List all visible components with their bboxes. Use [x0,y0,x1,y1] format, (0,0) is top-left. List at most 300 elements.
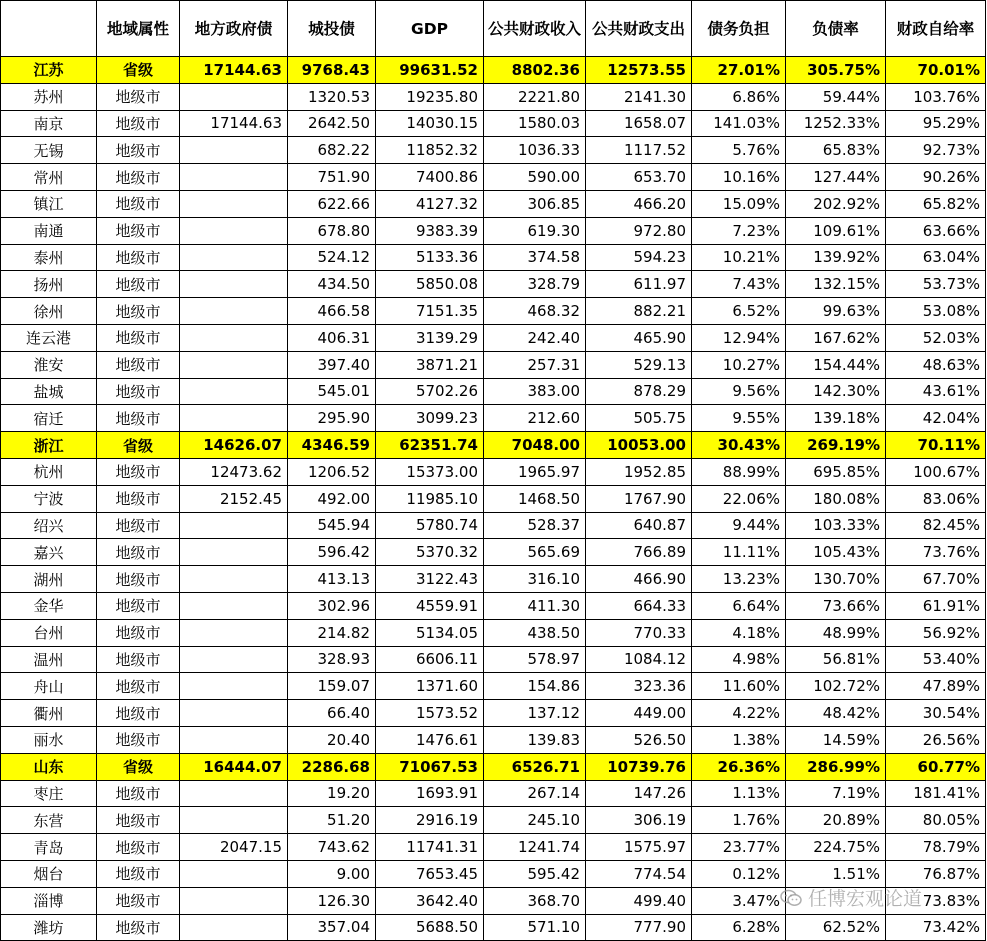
table-cell [180,271,288,298]
table-cell: 5.76% [692,137,786,164]
table-row [1,726,986,753]
table-cell: 地级市 [97,244,180,271]
table-cell: 26.56% [886,726,986,753]
table-cell: 53.40% [886,646,986,673]
region-name-cell: 淄博 [1,887,97,914]
table-cell: 1252.33% [786,110,886,137]
table-cell: 4127.32 [376,190,484,217]
table-cell: 19.20 [288,780,376,807]
region-name-cell: 浙江 [1,432,97,459]
table-cell: 103.33% [786,512,886,539]
table-cell: 17144.63 [180,57,288,84]
table-cell: 1320.53 [288,83,376,110]
table-cell: 1468.50 [484,485,586,512]
table-cell: 地级市 [97,887,180,914]
table-cell: 295.90 [288,405,376,432]
table-cell: 6526.71 [484,753,586,780]
table-cell: 499.40 [586,887,692,914]
table-cell: 6.28% [692,914,786,941]
region-name-cell: 扬州 [1,271,97,298]
header-cell: 公共财政收入 [484,1,586,57]
table-cell: 7.19% [786,780,886,807]
table-cell: 1.51% [786,860,886,887]
header-cell: 公共财政支出 [586,1,692,57]
table-cell: 103.76% [886,83,986,110]
table-cell: 3871.21 [376,351,484,378]
table-cell: 269.19% [786,432,886,459]
table-cell: 368.70 [484,887,586,914]
table-cell [786,887,886,914]
table-cell: 19235.80 [376,83,484,110]
table-row [1,351,986,378]
table-cell: 212.60 [484,405,586,432]
table-cell: 466.90 [586,566,692,593]
table-cell: 590.00 [484,164,586,191]
table-cell: 11985.10 [376,485,484,512]
table-cell: 545.01 [288,378,376,405]
region-name-cell: 枣庄 [1,780,97,807]
table-cell: 6.86% [692,83,786,110]
table-cell: 2047.15 [180,834,288,861]
table-cell: 1573.52 [376,700,484,727]
table-cell: 751.90 [288,164,376,191]
table-cell [180,619,288,646]
table-cell: 545.94 [288,512,376,539]
table-cell: 7048.00 [484,432,586,459]
table-cell: 6.64% [692,592,786,619]
table-cell: 505.75 [586,405,692,432]
table-cell: 5702.26 [376,378,484,405]
table-cell [180,592,288,619]
table-cell: 12473.62 [180,458,288,485]
table-cell [180,807,288,834]
table-cell: 526.50 [586,726,692,753]
table-cell: 23.77% [692,834,786,861]
watermark-text: 任博宏观论道 [808,888,923,910]
region-name-cell: 嘉兴 [1,539,97,566]
table-cell: 70.01% [886,57,986,84]
table-cell: 406.31 [288,324,376,351]
table-cell: 83.06% [886,485,986,512]
table-cell: 2286.68 [288,753,376,780]
table-cell: 202.92% [786,190,886,217]
table-cell: 328.79 [484,271,586,298]
table-cell: 159.07 [288,673,376,700]
table-cell: 306.85 [484,190,586,217]
table-cell: 7653.45 [376,860,484,887]
table-row [1,217,986,244]
table-cell: 59.44% [786,83,886,110]
table-cell: 2221.80 [484,83,586,110]
table-cell [180,512,288,539]
table-cell: 8802.36 [484,57,586,84]
table-cell: 3642.40 [376,887,484,914]
table-cell: 30.54% [886,700,986,727]
table-cell: 地级市 [97,83,180,110]
table-cell: 14626.07 [180,432,288,459]
table-cell: 1036.33 [484,137,586,164]
region-name-cell: 山东 [1,753,97,780]
table-cell: 11.60% [692,673,786,700]
header-cell: 债务负担 [692,1,786,57]
region-name-cell: 江苏 [1,57,97,84]
table-cell: 地级市 [97,807,180,834]
table-cell: 323.36 [586,673,692,700]
table-cell: 413.13 [288,566,376,593]
table-cell: 11.11% [692,539,786,566]
table-cell: 678.80 [288,217,376,244]
table-cell: 695.85% [786,458,886,485]
table-cell: 地级市 [97,619,180,646]
table-cell: 地级市 [97,539,180,566]
table-cell: 7.43% [692,271,786,298]
table-cell: 7400.86 [376,164,484,191]
region-name-cell: 温州 [1,646,97,673]
table-row [1,807,986,834]
table-cell: 3.47% [692,887,786,914]
table-cell [180,324,288,351]
table-cell [180,566,288,593]
table-cell: 地级市 [97,914,180,941]
table-cell: 0.12% [692,860,786,887]
table-cell: 242.40 [484,324,586,351]
table-cell: 62351.74 [376,432,484,459]
table-cell: 11741.31 [376,834,484,861]
table-cell: 53.73% [886,271,986,298]
table-cell: 地级市 [97,271,180,298]
table-cell: 1.76% [692,807,786,834]
header-cell: 财政自给率 [886,1,986,57]
table-cell: 770.33 [586,619,692,646]
header-row [1,1,986,57]
table-row [1,137,986,164]
table-row [1,914,986,941]
table-cell: 3139.29 [376,324,484,351]
table-cell: 51.20 [288,807,376,834]
table-cell: 13.23% [692,566,786,593]
table-cell: 578.97 [484,646,586,673]
table-row [1,324,986,351]
table-cell: 180.08% [786,485,886,512]
header-cell: GDP [376,1,484,57]
table-cell: 154.86 [484,673,586,700]
table-cell: 20.89% [786,807,886,834]
table-cell: 省级 [97,753,180,780]
table-cell: 71067.53 [376,753,484,780]
table-cell: 139.83 [484,726,586,753]
table-cell [180,673,288,700]
region-name-cell: 南通 [1,217,97,244]
header-cell [1,1,97,57]
table-row [1,566,986,593]
table-row [1,860,986,887]
table-cell [180,860,288,887]
table-cell: 43.61% [886,378,986,405]
table-row [1,110,986,137]
table-cell: 1.38% [692,726,786,753]
table-cell: 地级市 [97,217,180,244]
table-cell: 1658.07 [586,110,692,137]
table-row [1,485,986,512]
table-cell: 972.80 [586,217,692,244]
table-cell: 73.76% [886,539,986,566]
table-cell: 5134.05 [376,619,484,646]
region-name-cell: 烟台 [1,860,97,887]
table-cell: 126.30 [288,887,376,914]
region-name-cell: 丽水 [1,726,97,753]
table-row [1,271,986,298]
table-cell: 22.06% [692,485,786,512]
table-cell: 383.00 [484,378,586,405]
region-name-cell: 盐城 [1,378,97,405]
table-cell: 257.31 [484,351,586,378]
table-cell: 地级市 [97,324,180,351]
table-cell: 5688.50 [376,914,484,941]
table-cell: 127.44% [786,164,886,191]
table-cell: 137.12 [484,700,586,727]
table-row [1,458,986,485]
table-cell: 76.87% [886,860,986,887]
table-cell: 80.05% [886,807,986,834]
province-row [1,57,986,84]
table-cell: 地级市 [97,137,180,164]
table-cell: 664.33 [586,592,692,619]
table-cell: 20.40 [288,726,376,753]
table-cell: 30.43% [692,432,786,459]
region-name-cell: 衢州 [1,700,97,727]
table-cell [180,190,288,217]
table-row [1,83,986,110]
table-cell: 10.27% [692,351,786,378]
table-cell [180,83,288,110]
table-cell: 地级市 [97,110,180,137]
table-row [1,244,986,271]
table-cell: 374.58 [484,244,586,271]
table-cell: 53.08% [886,298,986,325]
table-cell [180,539,288,566]
table-cell: 61.91% [886,592,986,619]
table-cell: 地级市 [97,458,180,485]
table-cell [180,244,288,271]
table-cell: 5780.74 [376,512,484,539]
table-cell: 302.96 [288,592,376,619]
table-cell: 438.50 [484,619,586,646]
table-cell: 1693.91 [376,780,484,807]
table-cell: 12.94% [692,324,786,351]
header-cell: 负债率 [786,1,886,57]
table-cell: 524.12 [288,244,376,271]
table-cell: 48.99% [786,619,886,646]
header-cell: 地域属性 [97,1,180,57]
table-cell: 48.42% [786,700,886,727]
table-cell: 9768.43 [288,57,376,84]
table-cell: 100.67% [886,458,986,485]
region-name-cell: 无锡 [1,137,97,164]
table-cell: 73.83% [886,887,986,914]
table-cell: 328.93 [288,646,376,673]
table-cell [180,914,288,941]
table-cell: 地级市 [97,860,180,887]
table-cell: 9.56% [692,378,786,405]
table-row [1,780,986,807]
table-cell: 地级市 [97,351,180,378]
table-cell: 465.90 [586,324,692,351]
table-cell: 52.03% [886,324,986,351]
table-cell: 1965.97 [484,458,586,485]
table-cell: 594.23 [586,244,692,271]
table-cell: 466.20 [586,190,692,217]
table-cell: 1117.52 [586,137,692,164]
table-cell: 3099.23 [376,405,484,432]
region-name-cell: 杭州 [1,458,97,485]
region-name-cell: 镇江 [1,190,97,217]
table-cell: 611.97 [586,271,692,298]
table-cell: 4346.59 [288,432,376,459]
table-cell: 16444.07 [180,753,288,780]
table-cell: 90.26% [886,164,986,191]
table-cell: 653.70 [586,164,692,191]
table-cell: 26.36% [692,753,786,780]
table-cell: 省级 [97,57,180,84]
table-row [1,646,986,673]
table-cell: 1241.74 [484,834,586,861]
table-cell: 743.62 [288,834,376,861]
table-cell: 地级市 [97,646,180,673]
table-cell: 63.66% [886,217,986,244]
table-cell: 154.44% [786,351,886,378]
table-cell: 1767.90 [586,485,692,512]
table-row [1,539,986,566]
table-cell: 306.19 [586,807,692,834]
table-cell: 5370.32 [376,539,484,566]
table-cell: 3122.43 [376,566,484,593]
table-cell: 882.21 [586,298,692,325]
table-cell: 地级市 [97,378,180,405]
table-cell: 2141.30 [586,83,692,110]
table-cell: 305.75% [786,57,886,84]
table-cell: 62.52% [786,914,886,941]
table-cell: 4.18% [692,619,786,646]
table-cell: 5850.08 [376,271,484,298]
table-cell: 2916.19 [376,807,484,834]
table-cell: 286.99% [786,753,886,780]
table-cell [180,351,288,378]
table-cell: 65.83% [786,137,886,164]
table-cell: 14030.15 [376,110,484,137]
table-cell: 56.92% [886,619,986,646]
table-cell: 省级 [97,432,180,459]
table-cell: 682.22 [288,137,376,164]
region-name-cell: 南京 [1,110,97,137]
table-cell: 595.42 [484,860,586,887]
table-body [1,57,986,941]
table-cell: 82.45% [886,512,986,539]
region-name-cell: 绍兴 [1,512,97,539]
table-cell: 5133.36 [376,244,484,271]
table-cell: 地级市 [97,780,180,807]
region-name-cell: 东营 [1,807,97,834]
table-cell: 9.55% [692,405,786,432]
table-cell [180,164,288,191]
table-cell: 地级市 [97,512,180,539]
table-cell: 6606.11 [376,646,484,673]
region-name-cell: 舟山 [1,673,97,700]
table-cell: 357.04 [288,914,376,941]
table-cell: 214.82 [288,619,376,646]
table-cell: 6.52% [692,298,786,325]
table-cell [180,298,288,325]
table-cell: 267.14 [484,780,586,807]
table-row [1,190,986,217]
table-cell: 88.99% [692,458,786,485]
table-row [1,378,986,405]
table-cell: 7.23% [692,217,786,244]
table-cell: 地级市 [97,673,180,700]
table-cell: 9.00 [288,860,376,887]
table-cell: 地级市 [97,726,180,753]
table-cell: 11852.32 [376,137,484,164]
table-cell [180,700,288,727]
province-row [1,753,986,780]
table-row [1,673,986,700]
table-cell: 63.04% [886,244,986,271]
table-cell: 596.42 [288,539,376,566]
region-name-cell: 连云港 [1,324,97,351]
table-cell: 105.43% [786,539,886,566]
table-cell: 397.40 [288,351,376,378]
table-cell: 99.63% [786,298,886,325]
table-cell [180,378,288,405]
table-cell: 529.13 [586,351,692,378]
table-cell [180,887,288,914]
header-cell: 城投债 [288,1,376,57]
table-row [1,887,986,914]
table-cell: 地级市 [97,164,180,191]
table-cell: 1580.03 [484,110,586,137]
table-cell: 地级市 [97,298,180,325]
table-cell: 66.40 [288,700,376,727]
table-cell: 65.82% [886,190,986,217]
table-cell: 73.66% [786,592,886,619]
table-cell: 4.22% [692,700,786,727]
table-cell: 141.03% [692,110,786,137]
region-name-cell: 金华 [1,592,97,619]
table-cell: 492.00 [288,485,376,512]
table-cell: 316.10 [484,566,586,593]
table-cell: 466.58 [288,298,376,325]
table-cell: 47.89% [886,673,986,700]
table-cell: 99631.52 [376,57,484,84]
table-cell: 14.59% [786,726,886,753]
region-name-cell: 台州 [1,619,97,646]
region-name-cell: 常州 [1,164,97,191]
region-name-cell: 宁波 [1,485,97,512]
table-cell: 411.30 [484,592,586,619]
table-cell: 地级市 [97,700,180,727]
region-name-cell: 青岛 [1,834,97,861]
table-cell [180,726,288,753]
table-cell: 167.62% [786,324,886,351]
table-cell: 地级市 [97,485,180,512]
table-cell [180,217,288,244]
table-cell: 1206.52 [288,458,376,485]
table-cell: 1084.12 [586,646,692,673]
region-name-cell: 湖州 [1,566,97,593]
table-cell: 10053.00 [586,432,692,459]
table-cell: 139.18% [786,405,886,432]
table-cell [180,137,288,164]
table-cell: 95.29% [886,110,986,137]
